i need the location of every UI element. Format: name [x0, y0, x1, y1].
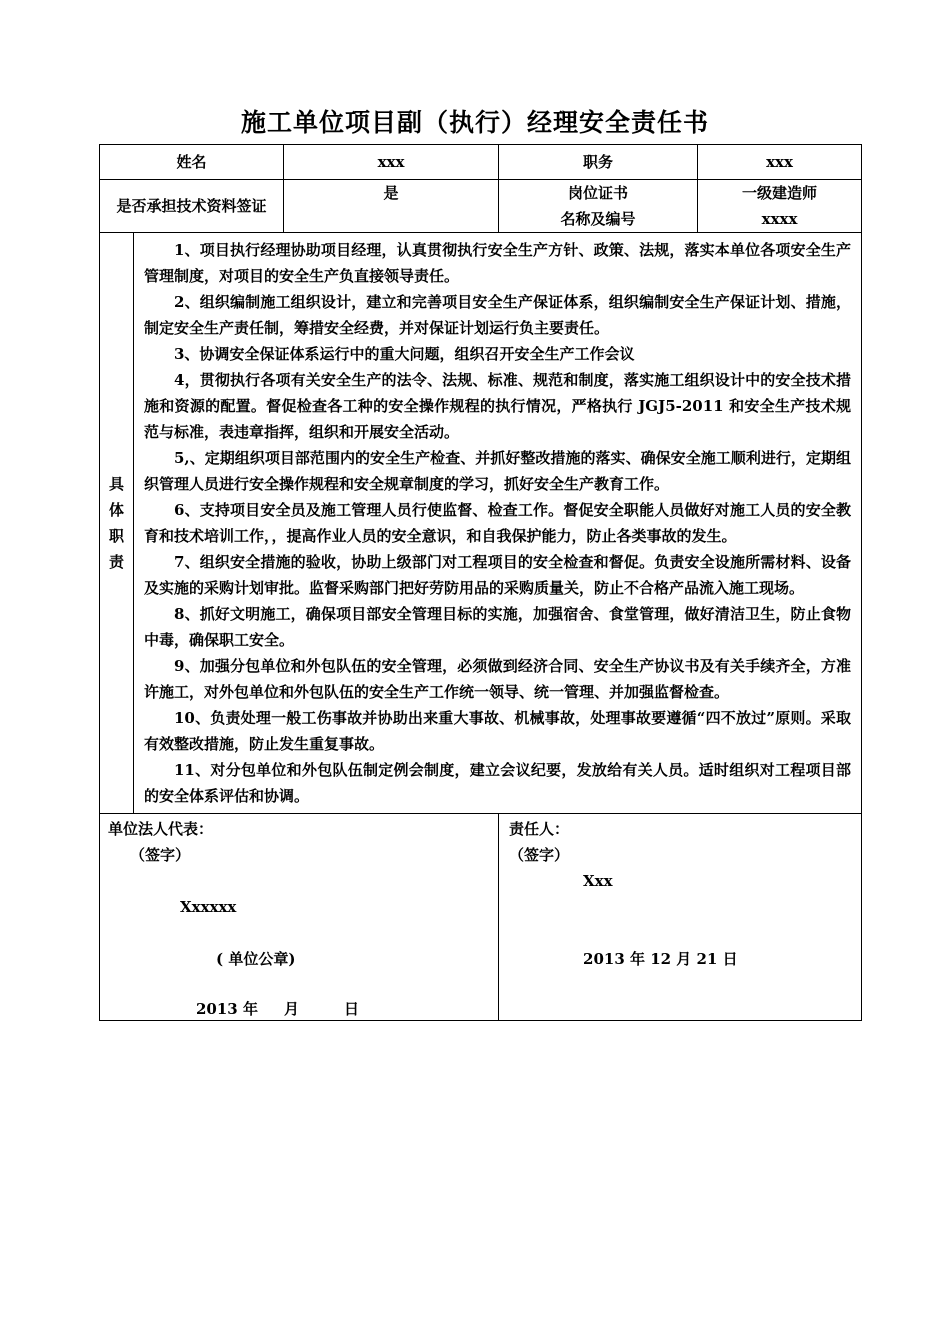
row-duties	[100, 233, 862, 814]
duties-label-char: 体	[108, 501, 124, 519]
duty-item: 6、支持项目安全员及施工管理人员行使监督、检查工作。督促安全职能人员做好对施工人员的安全教育和技术培训工作，，提高作业人员的安全意识，和自我保护能力，防止各类事故的发生。	[144, 501, 852, 545]
row-tech-cert	[100, 180, 862, 233]
cert-value-line1: 一级建造师	[742, 184, 818, 202]
cert-value	[698, 180, 862, 233]
duties-label	[100, 233, 134, 814]
row-name-position	[100, 145, 862, 180]
legal-rep-date-month: 月	[284, 1000, 300, 1018]
cert-label-line1: 岗位证书	[568, 184, 629, 202]
name-value: xxx	[284, 145, 499, 180]
duty-item: 4，贯彻执行各项有关安全生产的法令、法规、标准、规范和制度，落实施工组织设计中的安全技术措施和资源的配置。督促检查各工种的安全操作规程的执行情况，严格执行 JGJ5-2011 和安全生产技术规范与标准，表违章指挥，组织和开展安全活动。	[144, 371, 852, 441]
responsible-person-name: Xxx	[583, 872, 613, 890]
duty-item: 5,、定期组织项目部范围内的安全生产检查、并抓好整改措施的落实、确保安全施工顺利进行，定期组织管理人员进行安全操作规程和安全规章制度的学习，抓好安全生产教育工作。	[144, 449, 852, 493]
cert-value-line2: xxxx	[761, 210, 798, 228]
duty-item: 3、协调安全保证体系运行中的重大问题，组织召开安全生产工作会议	[174, 345, 635, 363]
position-value: xxx	[698, 145, 862, 180]
responsible-person-date: 2013 年 12 月 21 日	[583, 950, 738, 968]
duty-item: 1、项目执行经理协助项目经理，认真贯彻执行安全生产方针、政策、法规，落实本单位各项安全生产管理制度，对项目的安全生产负直接领导责任。	[144, 241, 852, 285]
document-title: 施工单位项目副（执行）经理安全责任书	[240, 108, 709, 137]
duty-item: 11、对分包单位和外包队伍制定例会制度，建立会议纪要，发放给有关人员。适时组织对工程项目部的安全体系评估和协调。	[144, 761, 852, 805]
duty-item: 8、抓好文明施工，确保项目部安全管理目标的实施，加强宿舍、食堂管理，做好清洁卫生，防止食物中毒，确保职工安全。	[144, 605, 852, 649]
duties-label-char: 具	[108, 475, 124, 493]
duties-label-char: 职	[108, 527, 124, 545]
responsibility-table	[99, 144, 862, 1021]
legal-rep-label: 单位法人代表：	[108, 820, 214, 838]
cert-label	[499, 180, 698, 233]
responsible-person-label: 责任人：	[509, 820, 570, 838]
responsible-person-signature-cell	[499, 814, 862, 1021]
tech-signoff-label-text: 是否承担技术资料签证	[116, 197, 267, 215]
position-label: 职务	[499, 145, 698, 180]
responsible-person-sign-note: （签字）	[509, 846, 570, 864]
duty-item: 7、组织安全措施的验收，协助上级部门对工程项目的安全检查和督促。负责安全设施所需材料、设备及实施的采购计划审批。监督采购部门把好劳防用品的采购质量关，防止不合格产品流入施工现场。	[144, 553, 852, 597]
legal-rep-date-day: 日	[344, 1000, 360, 1018]
duty-item: 2、组织编制施工组织设计，建立和完善项目安全生产保证体系，组织编制安全生产保证计划、措施，制定安全生产责任制，筹措安全经费，并对保证计划运行负主要责任。	[144, 293, 852, 337]
duties-content	[134, 233, 862, 814]
tech-signoff-label	[100, 180, 284, 233]
legal-rep-name: Xxxxxx	[180, 898, 237, 916]
legal-rep-signature-cell	[100, 814, 499, 1021]
company-seal-note: ( 单位公章)	[216, 950, 296, 968]
duties-label-char: 责	[108, 553, 124, 571]
legal-rep-date-year: 2013 年	[196, 1000, 258, 1018]
tech-signoff-value: 是	[284, 180, 499, 233]
cert-label-line2: 名称及编号	[560, 210, 636, 228]
name-label: 姓名	[100, 145, 284, 180]
legal-rep-sign-note: （签字）	[130, 846, 191, 864]
duty-item: 10、负责处理一般工伤事故并协助出来重大事故、机械事故，处理事故要遵循“四不放过”原则。采取有效整改措施，防止发生重复事故。	[144, 709, 852, 753]
row-signatures	[100, 814, 862, 1021]
duty-item: 9、加强分包单位和外包队伍的安全管理，必须做到经济合同、安全生产协议书及有关手续齐全，方准许施工，对外包单位和外包队伍的安全生产工作统一领导、统一管理、并加强监督检查。	[144, 657, 852, 701]
